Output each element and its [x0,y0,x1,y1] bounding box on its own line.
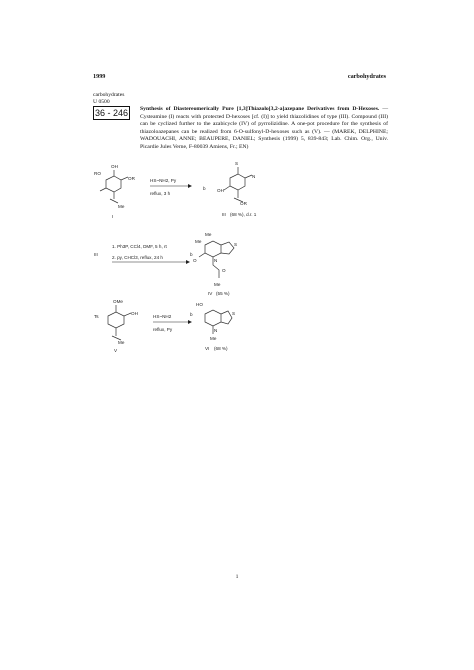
abstract-body: — Cysteamine (I) reacts with protected D-hexoses [cf. (I)] to yield thiazolidines of type (III). Compound (III) can be cyclized further to the azabicycle (IV) of pyrrolizidine. A one-pot procedure for the synthesis of thiazoloazepanes can be realized from 6-O-sulfonyl-D-hexoses such as (V). — (MAREK, DELPHINE; WADOUACHI, ANNE; BEAUPERE, DANIEL; Synthesis (1999) 5, 839-843; Lab. Chim. Org., Univ. Picardie Jules Verne, F-80039 Amiens, Fr.; EN) [140,106,388,150]
s3-atom-oh: OH [131,311,138,316]
abstract-title: Synthesis of Diastereomerically Pure [1,3]Thiazolo[3,2-a]azepane Derivatives from D-Hexoses. [140,106,380,112]
s1-reagent-below: reflux, 3 h [150,191,171,196]
s2-atom-s: S [234,242,238,247]
s1-prod-atom-oh: OH [217,188,224,193]
s3-reagent-below: reflux, Py [153,327,173,332]
s1-prod-atom-s: S [235,161,239,166]
s1-label-III: III [222,212,226,217]
s2-cond-2: 2. py, CHCl3, reflux, 24 h [112,255,163,260]
s1-prod-atom-or: OR [240,201,247,206]
s3-yield: (68 %) [214,346,228,351]
s2-yield: (55 %) [216,291,230,296]
scheme2-conditions [94,244,193,264]
scheme2-product [193,232,237,296]
margin-category: carbohydrates [93,92,125,98]
s3-left-label: Ts [94,314,99,319]
scheme1-reactant [94,164,136,219]
s2-cond-1: 1. Ph3P, CCl4, DMF, 5 h, rt [112,244,167,249]
s3-reagent-above: HS~NH2 [153,314,172,319]
s2-atom-me-2: Me [195,239,202,244]
s1-prod-atom-n: N [252,174,256,179]
s3-prod-atom-n: N [214,328,218,333]
s1-yield: (68 %), d.r. 1 [230,212,257,217]
s3-atom-ome: OMe [113,299,123,304]
header-section: carbohydrates [347,73,386,80]
scheme3-product [196,302,235,351]
s3-prod-atom-me: Me [210,336,217,341]
s2-atom-me-1: Me [205,232,212,237]
s2-atom-o-2: O [222,268,226,273]
s2-atom-me-3: Me [214,282,221,287]
s3-label-V: V [114,348,118,353]
s3-atom-me: Me [118,340,125,345]
reference-number-box: 36 - 246 [94,108,129,118]
scheme3-arrow [153,312,193,332]
s3-prod-atom-ho: HO [196,302,203,307]
s2-atom-o-1: O [193,258,197,263]
s1-atom-or: OR [128,176,135,181]
s1-atom-me: Me [118,204,125,209]
s1-reagent-above: HS~NH2, Py [150,178,177,183]
s2-label-IV: IV [208,291,213,296]
page-number: 1 [235,574,239,580]
s3-prod-atom-s: S [232,311,236,316]
scheme3-reactant [94,299,138,353]
s1-atom-ro: RO [94,171,101,176]
s1-label-I: I [112,214,114,219]
s1-arrow-b: b [203,186,206,191]
header-year: 1999 [93,73,106,80]
s2-atom-n: N [214,258,218,263]
scheme1-product [217,161,257,217]
s1-atom-oh: OH [111,164,118,169]
s3-arrow-b: b [190,312,193,317]
s2-arrow-b: b [190,252,193,257]
s3-label-VI: VI [205,346,210,351]
margin-code: U 0500 [93,99,110,105]
s2-left-label: III [94,252,98,257]
scheme1-arrow [150,178,206,196]
